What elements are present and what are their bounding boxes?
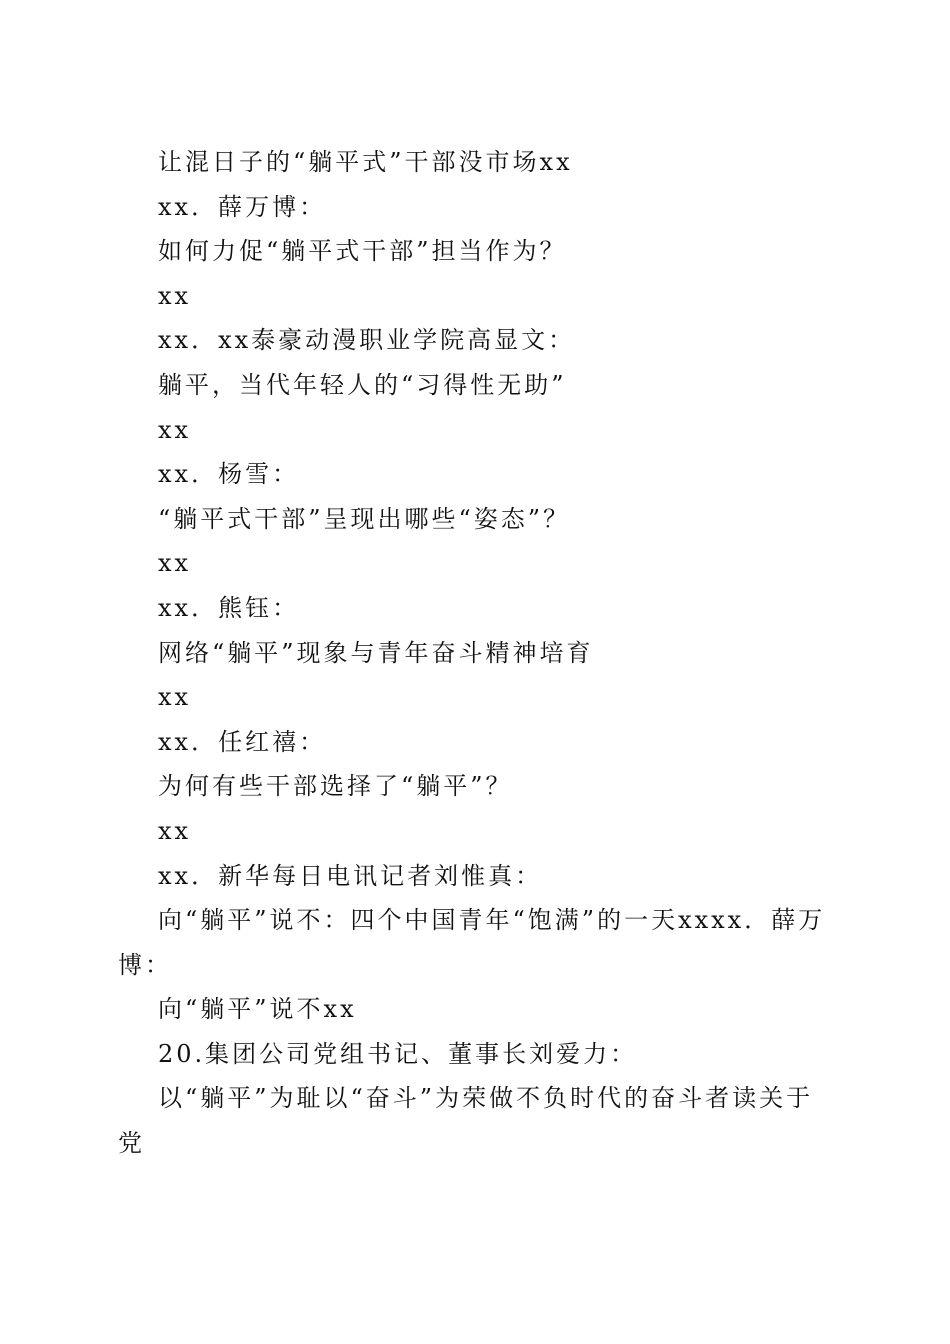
paragraph: xx．熊钰： — [158, 593, 300, 622]
paragraph: xx．新华每日电讯记者刘惟真： — [158, 861, 543, 890]
paragraph: xx — [158, 683, 192, 712]
paragraph: xx．薛万博： — [158, 192, 327, 221]
paragraph: 网络“躺平”现象与青年奋斗精神培育 — [158, 638, 594, 667]
paragraph: xx．杨雪： — [158, 460, 300, 489]
paragraph: 向“躺平”说不：四个中国青年“饱满”的一天xxxx．薛万博： — [118, 906, 826, 979]
paragraph: xx．任红禧： — [158, 727, 327, 756]
paragraph: 为何有些干部选择了“躺平”？ — [158, 772, 513, 801]
paragraph: xx — [158, 816, 192, 845]
paragraph: xx — [158, 281, 192, 310]
paragraph: “躺平式干部”呈现出哪些“姿态”？ — [158, 504, 571, 533]
paragraph: 向“躺平”说不xx — [158, 995, 357, 1024]
paragraph: 以“躺平”为耻以“奋斗”为荣做不负时代的奋斗者读关于党 — [118, 1084, 814, 1158]
paragraph: 如何力促“躺平式干部”担当作为？ — [158, 237, 567, 266]
paragraph: xx — [158, 549, 192, 578]
paragraph: xx．xx泰豪动漫职业学院高显文： — [158, 326, 576, 355]
paragraph: 让混日子的“躺平式”干部没市场xx — [158, 148, 573, 176]
paragraph: 躺平，当代年轻人的“习得性无助” — [158, 370, 567, 399]
document-body — [118, 140, 830, 1166]
paragraph: xx — [158, 415, 192, 444]
paragraph: 20.集团公司党组书记、董事长刘爱力： — [158, 1039, 638, 1068]
